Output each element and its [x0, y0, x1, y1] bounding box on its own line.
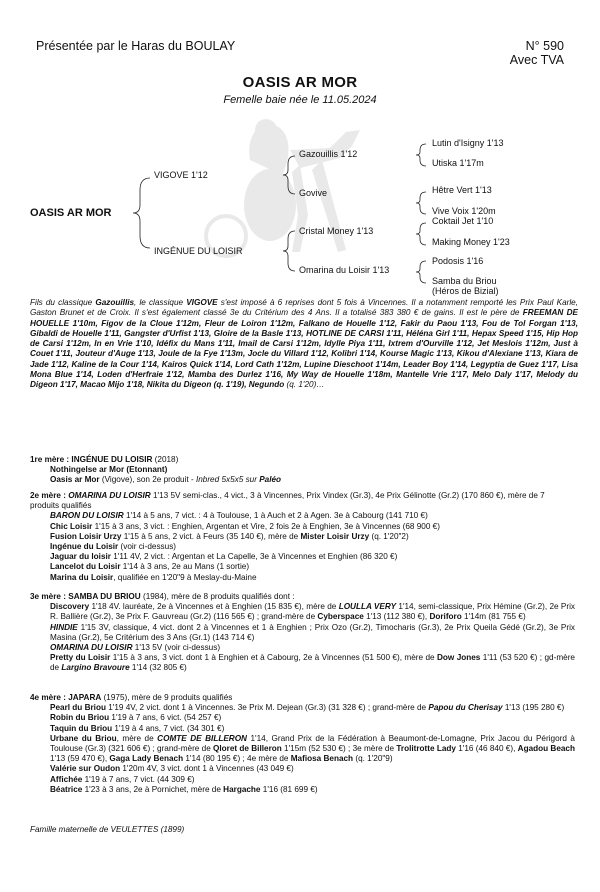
first-dam-section [30, 455, 575, 486]
fourth-dam-section [30, 693, 575, 795]
list-item: Discovery 1'18 4V. lauréate, 2e à Vincennes et à Enghien (15 835 €), mère de LOULLA VERY 1'14, semi-classique, Prix Hémine (Gr.2), 2e Prix R. Ballière (Gr.2), 3e Prix F. Gauvreau (Gr.2) (116 565 €) ; grand-mère de Cyberspace 1'13 (112 380 €), Doriforo 1'14m (81 755 €) [50, 602, 575, 622]
pedigree-sire: VIGOVE 1'12 [154, 170, 208, 180]
list-item: Robin du Briou 1'19 à 7 ans, 6 vict. (54 257 €) [50, 713, 222, 723]
list-item: Marina du Loisir, qualifiée en 1'20"9 à Meslay-du-Maine [50, 572, 257, 582]
list-item: OMARINA DU LOISIR 1'13 5V (voir ci-dessus) [50, 643, 221, 653]
list-item: Taquin du Briou 1'19 à 4 ans, 7 vict. (34 301 €) [50, 723, 225, 733]
pedigree-g8: Samba du Briou [432, 276, 497, 286]
third-dam-heading: 3e mère : SAMBA DU BRIOU (1984), mère de 8 produits qualifiés dont : [30, 592, 295, 601]
list-item: Chic Loisir 1'15 à 3 ans, 3 vict. : Enghien, Argentan et Vire, 2 fois 2e à Enghien, 3e à Vincennes (68 900 €) [50, 521, 440, 531]
list-item: Affichée 1'19 à 7 ans, 7 vict. (44 309 €) [50, 774, 195, 784]
horse-title: OASIS AR MOR [242, 74, 358, 91]
list-item: BARON DU LOISIR 1'14 à 5 ans, 7 vict. : 4 à Toulouse, 1 à Auch et 2 à Agen. 3e à Cabourg (141 710 €) [50, 511, 428, 521]
list-item: Ingénue du Loisir (voir ci-dessus) [50, 542, 177, 552]
maternal-family: Famille maternelle de VEULETTES (1899) [30, 825, 185, 834]
third-dam-section [30, 592, 575, 674]
list-item: Fusion Loisir Urzy 1'15 à 5 ans, 2 vict. à Feurs (35 140 €), mère de Mister Loisir Urzy (q. 1'20"2) [50, 531, 409, 541]
pedigree-g1: Lutin d'Isigny 1'13 [432, 138, 504, 148]
list-item: Urbane du Briou, mère de COMTE DE BILLERON 1'14, Grand Prix de la Fédération à Beaumont-de-Lomagne, Prix Jacou du Périgord à Toulouse (Gr.3) (321 606 €) ; grand-mère de Qloret de Billeron 1'15m (52 530 €) ; 3e mère de Trolitrotte Lady 1'16 (46 840 €), Agadou Beach 1'13 (59 470 €), Gaga Lady Benach 1'14 (80 195 €) ; 4e mère de Mafiosa Benach (q. 1'20"9) [50, 733, 575, 764]
pedigree-subject: OASIS AR MOR [30, 207, 112, 219]
pedigree-dam-dam: Omarina du Loisir 1'13 [299, 265, 390, 275]
list-item: Oasis ar Mor (Vigove), son 2e produit - Inbred 5x5x5 sur Paléo [50, 475, 282, 485]
pedigree-g3: Hêtre Vert 1'13 [432, 185, 492, 195]
pedigree-dam: INGÉNUE DU LOISIR [154, 246, 243, 256]
pedigree-g6: Making Money 1'23 [432, 237, 510, 247]
presenter-text: Présentée par le Haras du BOULAY [36, 39, 236, 53]
pedigree-g7: Podosis 1'16 [432, 256, 484, 266]
first-dam-heading: 1re mère : INGÉNUE DU LOISIR (2018) [30, 455, 179, 464]
lot-number: N° 590 [525, 39, 564, 53]
second-dam-heading: 2e mère : OMARINA DU LOISIR 1'13 5V semi-clas., 4 vict., 3 à Vincennes, Prix Vindex (Gr.3), 4e Prix Gélinotte (Gr.2) (170 860 €), mère de 7 produits qualifiés [30, 491, 545, 511]
list-item: Lancelot du Loisir 1'14 à 3 ans, 2e au Mans (1 sortie) [50, 562, 250, 572]
horse-description: Femelle baie née le 11.05.2024 [223, 94, 377, 106]
pedigree-g8-note: (Héros de Bizial) [432, 286, 499, 296]
list-item: Jaguar du loisir 1'11 4V, 2 vict. : Argentan et La Capelle, 3e à Vincennes et Enghien (86 320 €) [50, 552, 398, 562]
sire-description: Fils du classique Gazouillis, le classique VIGOVE s'est imposé à 6 reprises dont 5 fois à Vincennes. Il a notamment remporté les Prix Paul Karle, Gaston Brunet et de Croix. Il s'est également classé 3e du Critérium des 4 Ans. Il a totalisé 383 380 € de gains. Il est le père de FREEMAN DE HOUELLE 1'10m, Figov de la Cloue 1'12m, Fleur de Loiron 1'12m, Falkano de Houelle 1'12, Fakir du Paou 1'13, Fou de Tol Forgan 1'13, Gibaldi de Houelle 1'11, Gangster d'Urfist 1'13, Gloire de la Basle 1'13, HOTLINE DE CARSI 1'11, Héléna Girl 1'11, Hepax Speed 1'15, Hip Hop de Carsi 1'12m, In en Vrie 1'10, Idéfix du Mans 1'11, Imail de Carsi 1'12m, Idylle Piya 1'11, Ixtrem d'Ourville 1'12, Jet Meslois 1'12m, Just à Couet 1'11, Jouteur d'Auge 1'13, Joule de la Fye 1'13m, Jocle du Villard 1'12, Kolibri 1'14, Kourse Magic 1'13, Kikou d'Alexiane 1'13, Kiara de Jade 1'12, Kaline de la Cour 1'14, Kairos Quick 1'14, Lord Cath 1'12m, Lupine Dieschoot 1'14m, Leader Boy 1'14, Legyptia de Guez 1'17, Lisa Mona Blue 1'14, Loden d'Herfraie 1'12, Mamba des Durlez 1'16, My Way de Houelle 1'18m, Mantelle Vrie 1'17, Melo Daly 1'17, Melody du Digeon 1'17, Macao Mijo 1'18, Nikita du Digeon (q. 1'19), Negundo (q. 1'20)… [30, 298, 578, 390]
list-item: Valérie sur Oudon 1'20m 4V, 3 vict. dont 1 à Vincennes (43 049 €) [50, 764, 294, 774]
pedigree-dam-sire: Cristal Money 1'13 [299, 226, 374, 236]
list-item: Béatrice 1'23 à 3 ans, 2e à Pornichet, mère de Hargache 1'16 (81 699 €) [50, 784, 318, 794]
list-item: Nothingelse ar Mor (Etonnant) [50, 465, 168, 475]
tva-label: Avec TVA [509, 53, 564, 67]
pedigree-sire-dam: Govive [299, 188, 328, 198]
pedigree-g5: Coktail Jet 1'10 [432, 216, 494, 226]
fourth-dam-heading: 4e mère : JAPARA (1975), mère de 9 produits qualifiés [30, 693, 233, 702]
list-item: Pearl du Briou 1'19 4V, 2 vict. dont 1 à Vincennes. 3e Prix M. Dejean (Gr.3) (31 328 €) ; grand-mère de Papou du Cherisay 1'13 (195 280 €) [50, 703, 565, 713]
list-item: HINDIE 1'15 3V, classique, 4 vict. dont 2 à Vincennes et 1 à Enghien ; Prix Ozo (Gr.2), Timocharis (Gr.3), 2e Prix Queila Gédé (Gr.2), 3e Prix Masina (Gr.2), 5e Critérium des 3 Ans (Gr.1) (143 714 €) [50, 622, 575, 642]
pedigree-g2: Utiska 1'17m [432, 158, 484, 168]
list-item: Pretty du Loisir 1'15 à 3 ans, 3 vict. dont 1 à Enghien et à Cabourg, 2e à Vincennes (51 500 €), mère de Dow Jones 1'11 (53 520 €) ; gd-mère de Largino Bravoure 1'14 (32 805 €) [50, 653, 575, 673]
pedigree-g4: Vive Voix 1'20m [432, 206, 496, 216]
pedigree-sire-sire: Gazouillis 1'12 [299, 149, 358, 159]
second-dam-section [30, 491, 575, 583]
